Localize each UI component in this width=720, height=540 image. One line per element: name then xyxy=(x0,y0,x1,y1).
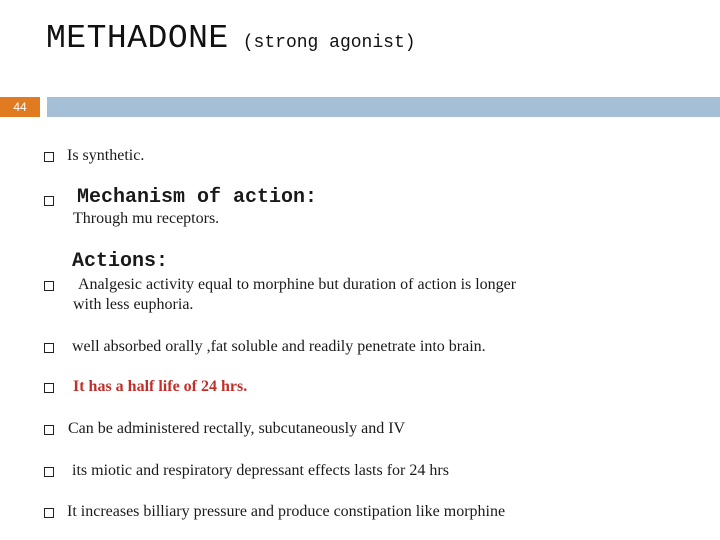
square-bullet-icon xyxy=(44,425,54,435)
bullet-miotic: its miotic and respiratory depressant effects lasts for 24 hrs xyxy=(72,462,449,479)
bullet-absorbed: well absorbed orally ,fat soluble and readily penetrate into brain. xyxy=(72,338,486,355)
mechanism-text: Through mu receptors. xyxy=(73,210,220,227)
square-bullet-icon xyxy=(44,467,54,477)
analgesic-line-2: with less euphoria. xyxy=(73,296,194,313)
analgesic-line-1: Analgesic activity equal to morphine but duration of action is longer xyxy=(78,276,517,293)
slide-title xyxy=(46,20,416,57)
bullet-billiary: It increases billiary pressure and produce constipation like morphine xyxy=(67,503,506,520)
square-bullet-icon xyxy=(44,383,54,393)
slide-number-badge xyxy=(0,97,40,117)
slide-number: 44 xyxy=(13,100,27,114)
bullet-synthetic: Is synthetic. xyxy=(67,147,145,164)
bullet-half-life: It has a half life of 24 hrs. xyxy=(73,378,248,395)
title-subtitle: (strong agonist) xyxy=(242,33,416,53)
square-bullet-icon xyxy=(44,152,54,162)
title-main: METHADONE xyxy=(46,20,229,57)
square-bullet-icon xyxy=(44,508,54,518)
square-bullet-icon xyxy=(44,343,54,353)
square-bullet-icon xyxy=(44,281,54,291)
actions-heading: Actions: xyxy=(72,250,169,273)
square-bullet-icon xyxy=(44,196,54,206)
bullet-administered: Can be administered rectally, subcutaneously and IV xyxy=(68,420,406,437)
mechanism-heading: Mechanism of action: xyxy=(77,186,318,209)
header-bar xyxy=(47,97,720,117)
